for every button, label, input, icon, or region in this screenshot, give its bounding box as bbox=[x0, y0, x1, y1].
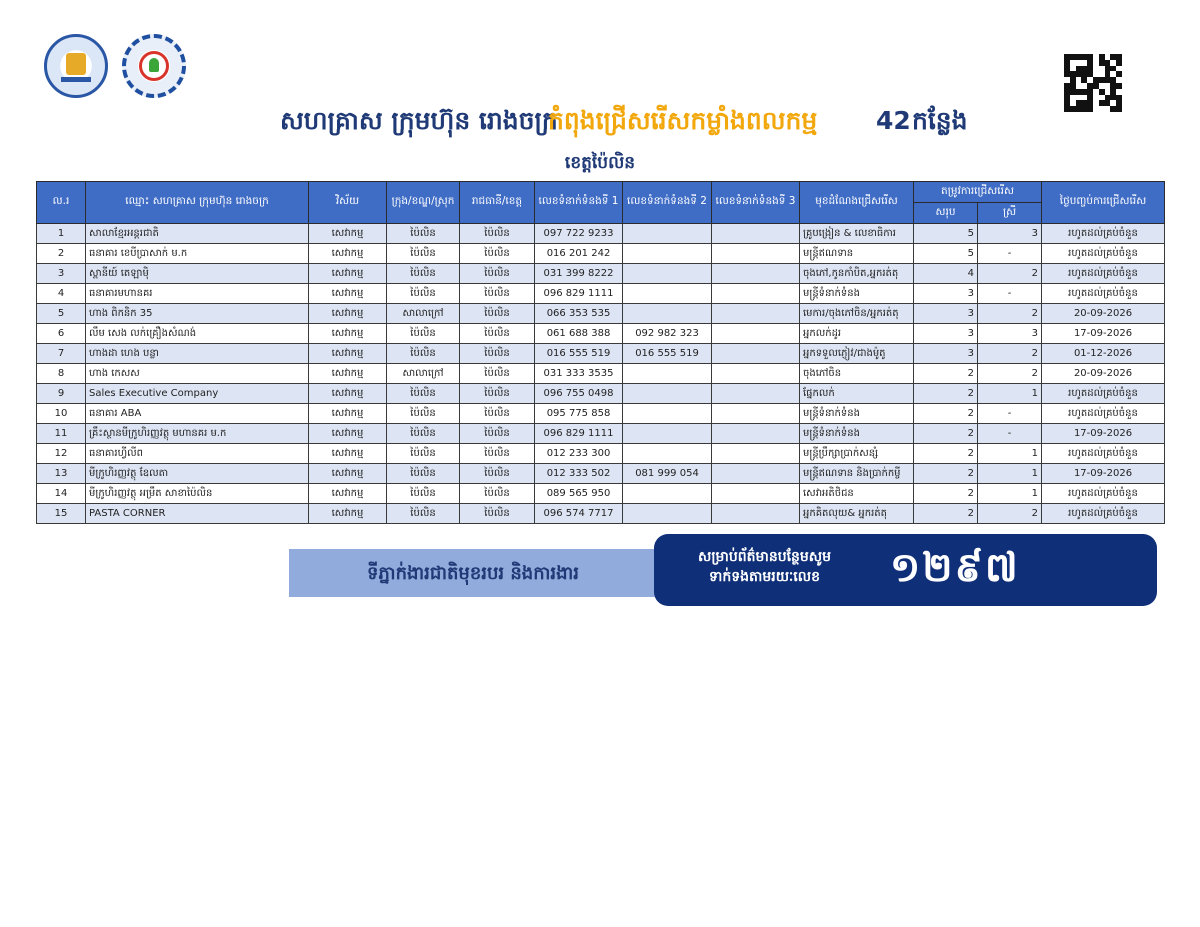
cell-position: អ្នកលក់ដូរ bbox=[800, 324, 914, 344]
cell-female: 2 bbox=[978, 504, 1042, 524]
cell-phone1: 095 775 858 bbox=[535, 404, 623, 424]
cell-deadline: 20-09-2026 bbox=[1042, 364, 1165, 384]
cell-name: លឹម សេង លក់គ្រឿងសំណង់ bbox=[86, 324, 309, 344]
cell-phone2: 081 999 054 bbox=[623, 464, 712, 484]
table-row bbox=[37, 324, 1165, 344]
table-row bbox=[37, 464, 1165, 484]
cell-name: ហាង កេសស bbox=[86, 364, 309, 384]
col-header-phone2: លេខទំនាក់ទំនងទី 2 bbox=[623, 182, 712, 224]
hotline-caption-line2: ទាក់ទងតាមរយៈលេខ bbox=[709, 569, 820, 585]
cell-no: 8 bbox=[37, 364, 86, 384]
cell-sector: សេវាកម្ម bbox=[309, 344, 387, 364]
hotline-caption-line1: សម្រាប់ព័ត៌មានបន្ថែមសូម bbox=[698, 549, 832, 565]
cell-name: ធនាគារ ABA bbox=[86, 404, 309, 424]
cell-deadline: រហូតដល់គ្រប់ចំនួន bbox=[1042, 504, 1165, 524]
cell-sector: សេវាកម្ម bbox=[309, 304, 387, 324]
hotline-number: ១២៩៧ bbox=[890, 545, 1020, 591]
col-header-needed: តម្រូវការជ្រើសរើស bbox=[914, 182, 1042, 203]
cell-name: គ្រឹះស្ថានមីក្រូហិរញ្ញវត្ថុ មហានគរ ម.ក bbox=[86, 424, 309, 444]
table-row bbox=[37, 504, 1165, 524]
cell-total: 2 bbox=[914, 444, 978, 464]
cell-name: ស្ពានីយ៍ តេឡាម៉ិ bbox=[86, 264, 309, 284]
cell-province: ប៉ៃលិន bbox=[460, 404, 535, 424]
cell-name: ធនាគារហ្វីលីព bbox=[86, 444, 309, 464]
table-row bbox=[37, 404, 1165, 424]
cell-sector: សេវាកម្ម bbox=[309, 464, 387, 484]
cell-phone3 bbox=[712, 484, 800, 504]
cell-phone1: 096 574 7717 bbox=[535, 504, 623, 524]
cell-position: អ្នកទទួលភ្ញៀវ/ជាងម៉ូតូ bbox=[800, 344, 914, 364]
agency-name: ទីភ្នាក់ងារជាតិមុខរបរ និងការងារ bbox=[367, 563, 579, 584]
cell-name: PASTA CORNER bbox=[86, 504, 309, 524]
cell-no: 9 bbox=[37, 384, 86, 404]
col-header-province: រាជធានី/ខេត្ត bbox=[460, 182, 535, 224]
cell-district: ប៉ៃលិន bbox=[387, 424, 460, 444]
cell-phone2 bbox=[623, 244, 712, 264]
cell-district: ប៉ៃលិន bbox=[387, 464, 460, 484]
cell-no: 11 bbox=[37, 424, 86, 444]
job-listings-table bbox=[36, 181, 1165, 524]
cell-total: 4 bbox=[914, 264, 978, 284]
col-header-name: ឈ្មោះ សហគ្រាស ក្រុមហ៊ុន រោងចក្រ bbox=[86, 182, 309, 224]
cell-deadline: 17-09-2026 bbox=[1042, 464, 1165, 484]
cell-sector: សេវាកម្ម bbox=[309, 324, 387, 344]
cell-position: ផ្នែកលក់ bbox=[800, 384, 914, 404]
cell-district: ប៉ៃលិន bbox=[387, 264, 460, 284]
cell-position: មន្ត្រីទំនាក់ទំនង bbox=[800, 284, 914, 304]
cell-position: ចុងភៅចិន bbox=[800, 364, 914, 384]
cell-no: 5 bbox=[37, 304, 86, 324]
cell-female: 2 bbox=[978, 364, 1042, 384]
col-header-total: សរុប bbox=[914, 203, 978, 224]
cell-female: - bbox=[978, 404, 1042, 424]
cell-female: 3 bbox=[978, 224, 1042, 244]
cell-position: មេការ/ចុងភៅចិន/អ្នករត់តុ bbox=[800, 304, 914, 324]
cell-district: ប៉ៃលិន bbox=[387, 244, 460, 264]
col-header-female: ស្រី bbox=[978, 203, 1042, 224]
cell-position: មន្ត្រីឥណទាន និងប្រាក់កម្ចី bbox=[800, 464, 914, 484]
cell-province: ប៉ៃលិន bbox=[460, 424, 535, 444]
cell-sector: សេវាកម្ម bbox=[309, 224, 387, 244]
col-header-deadline: ថ្ងៃបញ្ចប់ការជ្រើសរើស bbox=[1042, 182, 1165, 224]
cell-province: ប៉ៃលិន bbox=[460, 224, 535, 244]
cell-deadline: រហូតដល់គ្រប់ចំនួន bbox=[1042, 284, 1165, 304]
cell-total: 5 bbox=[914, 224, 978, 244]
cell-no: 3 bbox=[37, 264, 86, 284]
cell-position: អ្នកគិតលុយ& អ្នករត់តុ bbox=[800, 504, 914, 524]
table-row bbox=[37, 224, 1165, 244]
cell-province: ប៉ៃលិន bbox=[460, 344, 535, 364]
cell-phone3 bbox=[712, 324, 800, 344]
cell-female: 2 bbox=[978, 344, 1042, 364]
cell-province: ប៉ៃលិន bbox=[460, 244, 535, 264]
cell-phone3 bbox=[712, 344, 800, 364]
cell-no: 6 bbox=[37, 324, 86, 344]
cell-phone2 bbox=[623, 364, 712, 384]
cell-sector: សេវាកម្ម bbox=[309, 264, 387, 284]
qr-code-icon bbox=[1064, 54, 1122, 112]
cell-province: ប៉ៃលិន bbox=[460, 284, 535, 304]
cell-total: 2 bbox=[914, 384, 978, 404]
cell-sector: សេវាកម្ម bbox=[309, 404, 387, 424]
title-count: 42 bbox=[876, 106, 911, 135]
cell-no: 13 bbox=[37, 464, 86, 484]
cell-female: 2 bbox=[978, 264, 1042, 284]
cell-no: 14 bbox=[37, 484, 86, 504]
cell-total: 2 bbox=[914, 404, 978, 424]
table-row bbox=[37, 384, 1165, 404]
cell-total: 2 bbox=[914, 364, 978, 384]
cell-phone1: 031 333 3535 bbox=[535, 364, 623, 384]
cell-sector: សេវាកម្ម bbox=[309, 504, 387, 524]
cell-deadline: រហូតដល់គ្រប់ចំនួន bbox=[1042, 244, 1165, 264]
table-row bbox=[37, 444, 1165, 464]
cell-phone1: 096 829 1111 bbox=[535, 424, 623, 444]
cell-district: ប៉ៃលិន bbox=[387, 504, 460, 524]
cell-total: 2 bbox=[914, 504, 978, 524]
cell-position: គ្រូបង្រៀន & លេខាធិការ bbox=[800, 224, 914, 244]
cell-province: ប៉ៃលិន bbox=[460, 384, 535, 404]
cell-deadline: រហូតដល់គ្រប់ចំនួន bbox=[1042, 484, 1165, 504]
cell-province: ប៉ៃលិន bbox=[460, 364, 535, 384]
cell-phone2 bbox=[623, 504, 712, 524]
cell-district: ប៉ៃលិន bbox=[387, 324, 460, 344]
cell-phone1: 089 565 950 bbox=[535, 484, 623, 504]
cell-no: 12 bbox=[37, 444, 86, 464]
cell-district: សាលាក្រៅ bbox=[387, 364, 460, 384]
cell-phone3 bbox=[712, 424, 800, 444]
cell-sector: សេវាកម្ម bbox=[309, 484, 387, 504]
cell-phone1: 012 233 300 bbox=[535, 444, 623, 464]
table-row bbox=[37, 344, 1165, 364]
cell-province: ប៉ៃលិន bbox=[460, 324, 535, 344]
col-header-district: ក្រុង/ខណ្ឌ/ស្រុក bbox=[387, 182, 460, 224]
cell-deadline: រហូតដល់គ្រប់ចំនួន bbox=[1042, 264, 1165, 284]
table-row bbox=[37, 304, 1165, 324]
cell-name: មីក្រូហិរញ្ញវត្ថុ អម្រឹត សាខាប៉ៃលិន bbox=[86, 484, 309, 504]
table-header-row bbox=[37, 182, 1165, 203]
cell-district: ប៉ៃលិន bbox=[387, 484, 460, 504]
cell-total: 5 bbox=[914, 244, 978, 264]
cell-name: សាលាខ្មែរអន្តរជាតិ bbox=[86, 224, 309, 244]
cell-phone3 bbox=[712, 364, 800, 384]
cell-phone2 bbox=[623, 404, 712, 424]
cell-total: 2 bbox=[914, 424, 978, 444]
cell-phone2 bbox=[623, 284, 712, 304]
col-header-phone3: លេខទំនាក់ទំនងទី 3 bbox=[712, 182, 800, 224]
cell-total: 3 bbox=[914, 304, 978, 324]
cell-province: ប៉ៃលិន bbox=[460, 304, 535, 324]
cell-sector: សេវាកម្ម bbox=[309, 384, 387, 404]
cell-position: មន្ត្រីទំនាក់ទំនង bbox=[800, 404, 914, 424]
cell-province: ប៉ៃលិន bbox=[460, 504, 535, 524]
cell-female: - bbox=[978, 244, 1042, 264]
hotline-caption bbox=[698, 547, 831, 587]
col-header-phone1: លេខទំនាក់ទំនងទី 1 bbox=[535, 182, 623, 224]
cell-deadline: រហូតដល់គ្រប់ចំនួន bbox=[1042, 224, 1165, 244]
cell-province: ប៉ៃលិន bbox=[460, 464, 535, 484]
cell-province: ប៉ៃលិន bbox=[460, 264, 535, 284]
cell-phone3 bbox=[712, 304, 800, 324]
title-organizations: សហគ្រាស ក្រុមហ៊ុន រោងចក្រ bbox=[280, 106, 558, 135]
table-row bbox=[37, 264, 1165, 284]
cell-no: 15 bbox=[37, 504, 86, 524]
cell-phone2 bbox=[623, 384, 712, 404]
cell-phone1: 066 353 535 bbox=[535, 304, 623, 324]
province-subtitle: ខេត្តប៉ៃលិន bbox=[564, 153, 636, 173]
cell-phone2 bbox=[623, 444, 712, 464]
hotline-banner bbox=[654, 534, 1157, 606]
cell-phone3 bbox=[712, 464, 800, 484]
cell-female: 1 bbox=[978, 464, 1042, 484]
cell-total: 2 bbox=[914, 484, 978, 504]
cell-phone3 bbox=[712, 444, 800, 464]
cell-district: ប៉ៃលិន bbox=[387, 404, 460, 424]
ministry-emblem-icon bbox=[44, 34, 108, 98]
col-header-no: ល.រ bbox=[37, 182, 86, 224]
cell-name: Sales Executive Company bbox=[86, 384, 309, 404]
cell-phone3 bbox=[712, 244, 800, 264]
cell-phone3 bbox=[712, 264, 800, 284]
cell-no: 2 bbox=[37, 244, 86, 264]
cell-name: ហាងដា ហេង បន្លា bbox=[86, 344, 309, 364]
cell-name: ធនាគារ ខេបីប្រាសាក់ ម.ក bbox=[86, 244, 309, 264]
cell-name: ហាង ពិកនិក 35 bbox=[86, 304, 309, 324]
cell-no: 10 bbox=[37, 404, 86, 424]
cell-position: ចុងភៅ,កូនកាំបិត,អ្នករត់តុ bbox=[800, 264, 914, 284]
cell-district: សាលាក្រៅ bbox=[387, 304, 460, 324]
table-row bbox=[37, 424, 1165, 444]
cell-deadline: រហូតដល់គ្រប់ចំនួន bbox=[1042, 444, 1165, 464]
col-header-position: មុខដំណែងជ្រើសរើស bbox=[800, 182, 914, 224]
cell-total: 3 bbox=[914, 344, 978, 364]
cell-phone3 bbox=[712, 504, 800, 524]
cell-deadline: 01-12-2026 bbox=[1042, 344, 1165, 364]
agency-gear-emblem-icon bbox=[122, 34, 186, 98]
cell-phone2 bbox=[623, 304, 712, 324]
cell-no: 7 bbox=[37, 344, 86, 364]
cell-phone2 bbox=[623, 224, 712, 244]
cell-position: សេវាអតិថិជន bbox=[800, 484, 914, 504]
cell-district: ប៉ៃលិន bbox=[387, 384, 460, 404]
cell-phone3 bbox=[712, 384, 800, 404]
col-header-sector: វិស័យ bbox=[309, 182, 387, 224]
cell-female: 2 bbox=[978, 304, 1042, 324]
table-row bbox=[37, 284, 1165, 304]
logo-group bbox=[44, 34, 186, 98]
cell-phone3 bbox=[712, 224, 800, 244]
cell-phone2: 016 555 519 bbox=[623, 344, 712, 364]
cell-phone3 bbox=[712, 404, 800, 424]
cell-sector: សេវាកម្ម bbox=[309, 244, 387, 264]
cell-phone1: 061 688 388 bbox=[535, 324, 623, 344]
cell-sector: សេវាកម្ម bbox=[309, 364, 387, 384]
cell-name: មីក្រូហិរញ្ញវត្ថុ ឧែលតា bbox=[86, 464, 309, 484]
cell-name: ធនាគារមហានគរ bbox=[86, 284, 309, 304]
cell-female: 1 bbox=[978, 484, 1042, 504]
cell-district: ប៉ៃលិន bbox=[387, 444, 460, 464]
table-row bbox=[37, 244, 1165, 264]
cell-phone2 bbox=[623, 264, 712, 284]
table-row bbox=[37, 484, 1165, 504]
cell-position: មន្ត្រីទំនាក់ទំនង bbox=[800, 424, 914, 444]
title-count-unit: កន្លែង bbox=[912, 106, 968, 135]
cell-total: 2 bbox=[914, 464, 978, 484]
cell-no: 1 bbox=[37, 224, 86, 244]
cell-female: - bbox=[978, 424, 1042, 444]
cell-female: 1 bbox=[978, 444, 1042, 464]
cell-province: ប៉ៃលិន bbox=[460, 444, 535, 464]
cell-deadline: រហូតដល់គ្រប់ចំនួន bbox=[1042, 404, 1165, 424]
title-recruiting: កំពុងជ្រើសរើសកម្លាំងពលកម្ម bbox=[548, 106, 818, 135]
cell-phone1: 097 722 9233 bbox=[535, 224, 623, 244]
page-title bbox=[0, 106, 1200, 142]
cell-female: 3 bbox=[978, 324, 1042, 344]
cell-no: 4 bbox=[37, 284, 86, 304]
cell-female: 1 bbox=[978, 384, 1042, 404]
cell-phone1: 096 829 1111 bbox=[535, 284, 623, 304]
cell-province: ប៉ៃលិន bbox=[460, 484, 535, 504]
agency-banner bbox=[289, 549, 689, 597]
cell-deadline: 20-09-2026 bbox=[1042, 304, 1165, 324]
cell-deadline: 17-09-2026 bbox=[1042, 424, 1165, 444]
cell-district: ប៉ៃលិន bbox=[387, 224, 460, 244]
cell-sector: សេវាកម្ម bbox=[309, 284, 387, 304]
table-body bbox=[37, 224, 1165, 524]
cell-position: មន្ត្រីឥណទាន bbox=[800, 244, 914, 264]
table-row bbox=[37, 364, 1165, 384]
cell-position: មន្ត្រីប្រឹក្សាប្រាក់សន្សំ bbox=[800, 444, 914, 464]
cell-phone1: 012 333 502 bbox=[535, 464, 623, 484]
cell-district: ប៉ៃលិន bbox=[387, 284, 460, 304]
cell-phone3 bbox=[712, 284, 800, 304]
cell-phone2: 092 982 323 bbox=[623, 324, 712, 344]
cell-district: ប៉ៃលិន bbox=[387, 344, 460, 364]
cell-deadline: 17-09-2026 bbox=[1042, 324, 1165, 344]
cell-phone1: 031 399 8222 bbox=[535, 264, 623, 284]
cell-total: 3 bbox=[914, 324, 978, 344]
cell-sector: សេវាកម្ម bbox=[309, 424, 387, 444]
cell-phone1: 016 201 242 bbox=[535, 244, 623, 264]
cell-deadline: រហូតដល់គ្រប់ចំនួន bbox=[1042, 384, 1165, 404]
cell-phone1: 016 555 519 bbox=[535, 344, 623, 364]
cell-total: 3 bbox=[914, 284, 978, 304]
cell-female: - bbox=[978, 284, 1042, 304]
cell-phone1: 096 755 0498 bbox=[535, 384, 623, 404]
cell-phone2 bbox=[623, 484, 712, 504]
cell-phone2 bbox=[623, 424, 712, 444]
cell-sector: សេវាកម្ម bbox=[309, 444, 387, 464]
